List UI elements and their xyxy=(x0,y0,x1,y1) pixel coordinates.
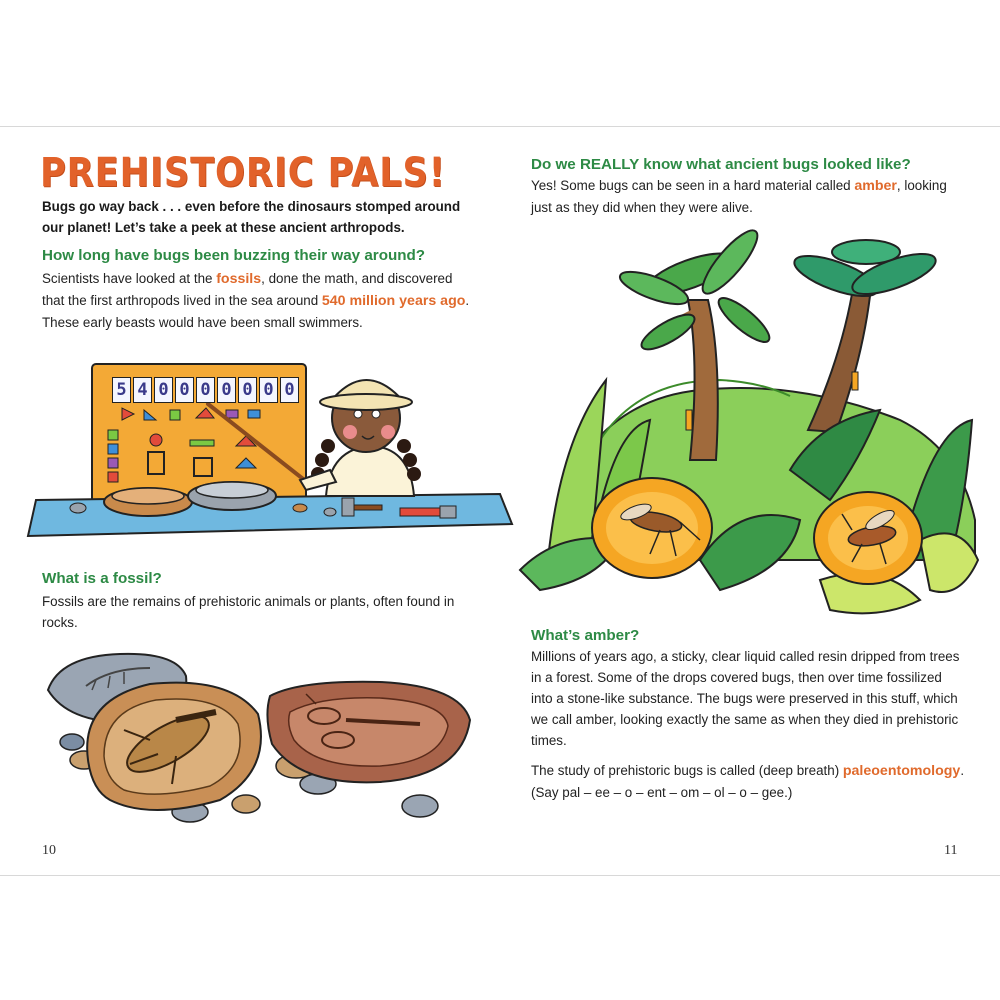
section-text-buzzing: Scientists have looked at the fossils, done the math, and discovered that the first arthropods lived in the sea around 540 million years ago. These early beasts would have been small swimmers. xyxy=(42,271,470,330)
section-text-fossil: Fossils are the remains of prehistoric animals or plants, often found in rocks. xyxy=(42,594,455,630)
term-fossils: fossils xyxy=(216,271,262,287)
section-heading-fossil: What is a fossil? xyxy=(42,570,162,587)
page-number-left: 10 xyxy=(42,843,56,858)
term-amber: amber xyxy=(854,178,897,194)
counter-digit: 0 xyxy=(280,377,299,403)
counter-digit: 5 xyxy=(112,377,131,403)
counter-digit: 0 xyxy=(238,377,257,403)
counter-digit: 0 xyxy=(154,377,173,403)
term-paleoentomology: paleoentomology xyxy=(842,763,961,779)
section-heading-amber: What’s amber? xyxy=(531,627,640,644)
intro-text: Bugs go way back . . . even before the dinosaurs stomped around our planet! Let’s take a peek at these ancient arthropods. xyxy=(42,199,461,235)
section-text-paleoentomology: The study of prehistoric bugs is called (deep breath) paleoentomology. (Say pal – ee – o – ent – om – ol – o – gee.) xyxy=(531,763,965,800)
counter-digit: 0 xyxy=(196,377,215,403)
term-540-million: 540 million years ago xyxy=(321,293,466,309)
counter-digit: 4 xyxy=(133,377,152,403)
section-heading-ancient-bugs: Do we REALLY know what ancient bugs looked like? xyxy=(531,156,911,173)
section-text-ancient-bugs: Yes! Some bugs can be seen in a hard material called amber, looking just as they did when they were alive. xyxy=(531,178,947,215)
page-number-right: 11 xyxy=(944,843,958,858)
counter-digit: 0 xyxy=(259,377,278,403)
page-title: PREHISTORIC PALS! xyxy=(40,150,446,196)
counter-digit: 0 xyxy=(175,377,194,403)
section-text-amber: Millions of years ago, a sticky, clear liquid called resin dripped from trees in a forest. Some of the drops covered bugs, then over time fossilized into a stone-like substance. The bugs were preserved in this stuff, which we call amber, looking exactly the same as when they died in prehistoric times. xyxy=(531,649,960,748)
counter-digit: 0 xyxy=(217,377,236,403)
section-heading-buzzing: How long have bugs been buzzing their way around? xyxy=(42,247,426,264)
